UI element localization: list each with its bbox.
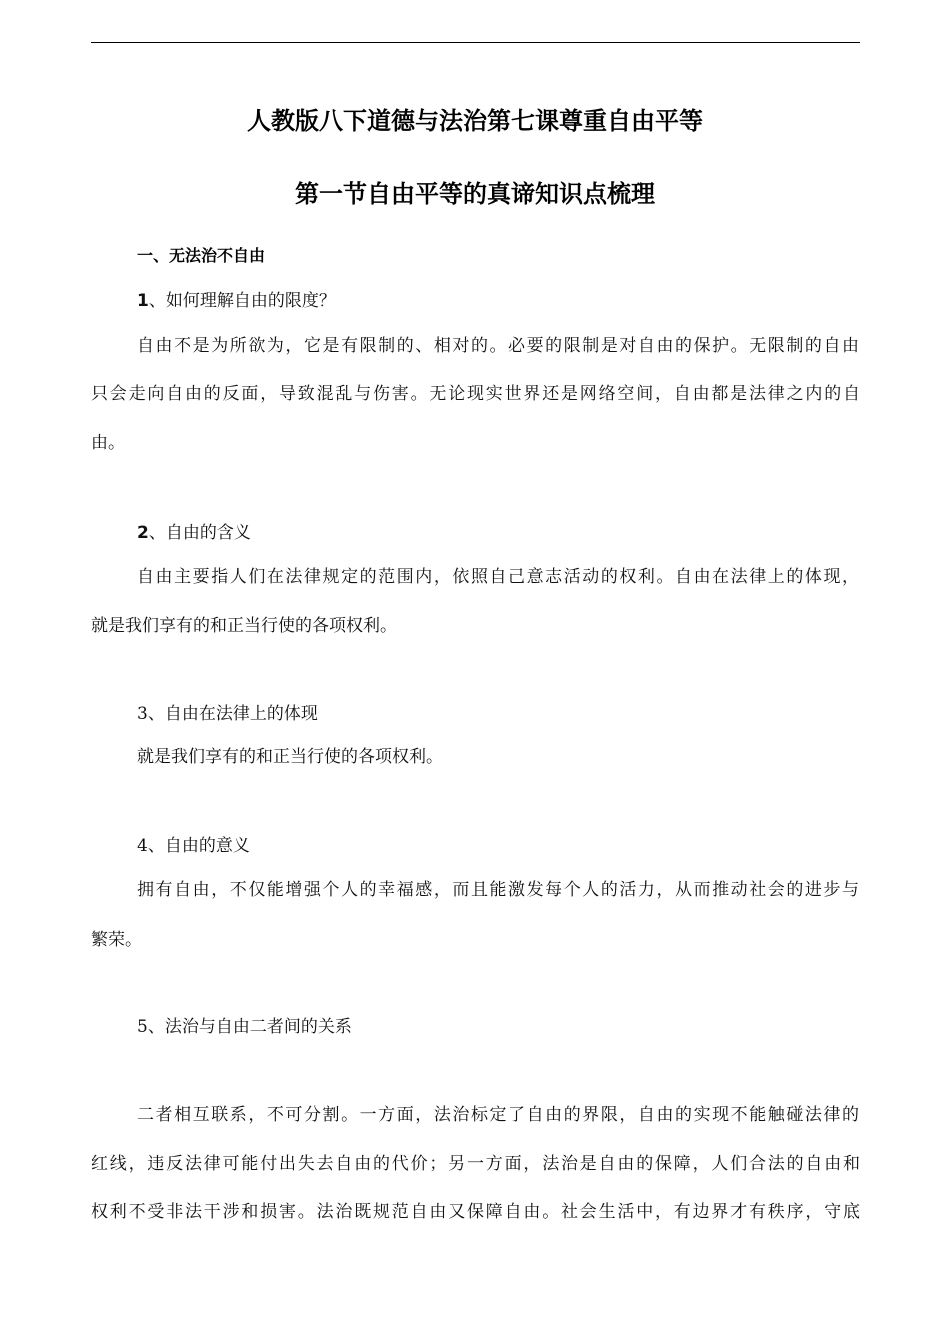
question-1-paragraph-line-1: 自由不是为所欲为，它是有限制的、相对的。必要的限制是对自由的保护。无限制的自由 [137, 336, 859, 356]
question-3-paragraph-line-1: 就是我们享有的和正当行使的各项权利。 [137, 747, 443, 767]
document-title: 人教版八下道德与法治第七课尊重自由平等 [247, 107, 703, 135]
question-5-paragraph-line-3: 权利不受非法干涉和损害。法治既规范自由又保障自由。社会生活中，有边界才有秩序，守底 [91, 1202, 860, 1222]
question-5-paragraph-line-2: 红线，违反法律可能付出失去自由的代价；另一方面，法治是自由的保障，人们合法的自由和 [91, 1154, 860, 1174]
question-1-label: 、如何理解自由的限度？ [148, 291, 336, 311]
section-heading: 一、无法治不自由 [137, 246, 266, 265]
question-1-heading [137, 289, 336, 313]
question-1-paragraph-line-2: 只会走向自由的反面，导致混乱与伤害。无论现实世界还是网络空间，自由都是法律之内的自 [91, 384, 860, 404]
question-3-heading: 3、自由在法律上的体现 [137, 704, 318, 724]
question-5-paragraph-line-1: 二者相互联系，不可分割。一方面，法治标定了自由的界限，自由的实现不能触碰法律的 [137, 1105, 859, 1125]
question-4-paragraph-line-2: 繁荣。 [91, 930, 142, 950]
question-5-heading: 5、法治与自由二者间的关系 [137, 1017, 352, 1037]
question-1-paragraph-line-3: 由。 [91, 433, 125, 453]
question-4-paragraph-line-1: 拥有自由，不仅能增强个人的幸福感，而且能激发每个人的活力，从而推动社会的进步与 [137, 880, 859, 900]
question-2-label: 、自由的含义 [148, 523, 251, 543]
question-4-heading: 4、自由的意义 [137, 836, 250, 856]
header-rule [91, 42, 860, 43]
question-2-number: 2 [137, 523, 149, 543]
question-2-heading [137, 521, 251, 545]
document-subtitle: 第一节自由平等的真谛知识点梳理 [295, 180, 655, 208]
question-1-number: 1 [137, 291, 149, 311]
question-2-paragraph-line-2: 就是我们享有的和正当行使的各项权利。 [91, 616, 397, 636]
question-2-paragraph-line-1: 自由主要指人们在法律规定的范围内，依照自己意志活动的权利。自由在法律上的体现， [137, 567, 859, 587]
